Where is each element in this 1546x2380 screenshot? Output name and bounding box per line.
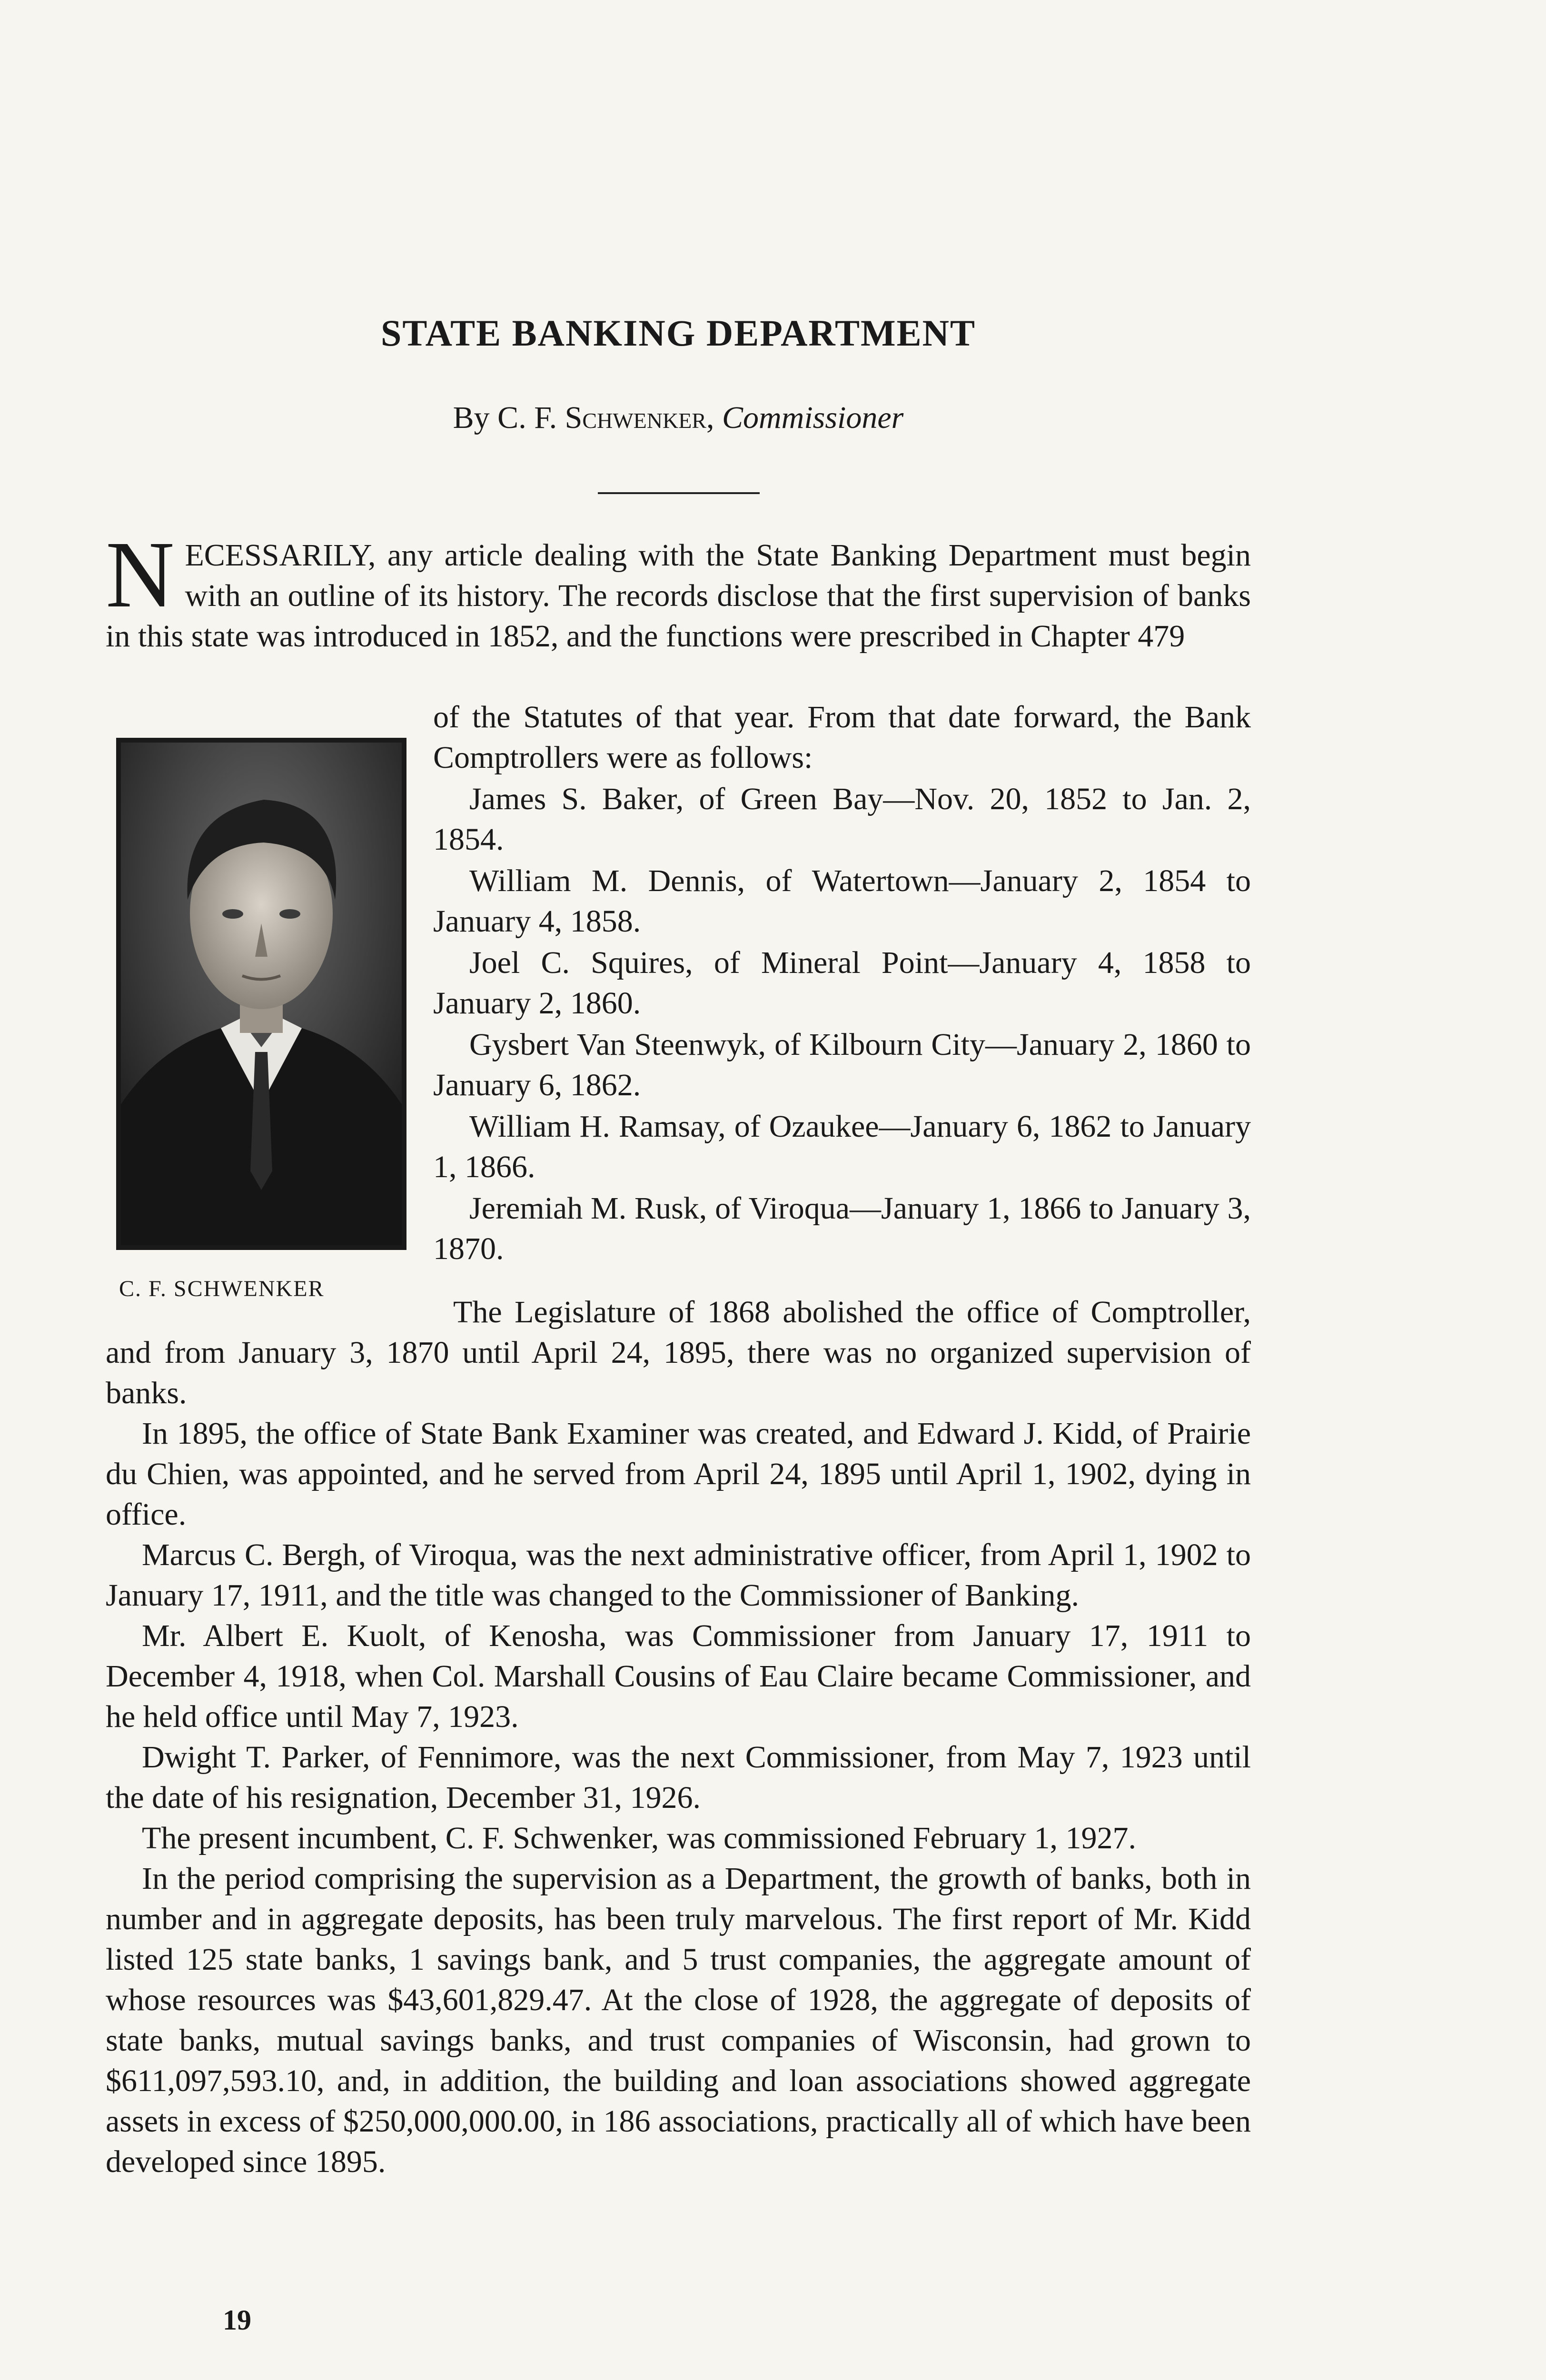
byline-role: Commissioner bbox=[722, 400, 904, 435]
paragraph: In the period comprising the supervision as a Department, the growth of banks, both in number and in aggregate deposits, has been truly marvelous. The first report of Mr. Kidd listed 125 state banks, 1 savings bank, and 5 trust companies, the aggregate amount of whose resources was $43,601,829.47. At the close of 1928, the aggregate of deposits of state banks, mutual savings banks, and trust companies of Wisconsin, had grown to $611,097,593.10, and, in addition, the building and loan associations showed aggregate assets in excess of $250,000,000.00, in 186 associations, practically all of which have been developed since 1895. bbox=[106, 1861, 1251, 2179]
paragraph: In 1895, the office of State Bank Examiner was created, and Edward J. Kidd, of Prairie du Chien, was appointed, and he served from April 24, 1895 until April 1, 1902, dying in office. bbox=[106, 1416, 1251, 1532]
intro-text: ECESSARILY, any article dealing with the State Banking Department must begin with an outline of its history. The records disclose that the first supervision of banks in this state was introduced in 1852, and the functions were prescribed in Chapter 479 bbox=[106, 538, 1251, 654]
byline-prefix: By C. F. bbox=[453, 400, 565, 435]
article-body bbox=[106, 1292, 1251, 2182]
article-byline bbox=[0, 400, 1357, 436]
list-item: Joel C. Squires, of Mineral Point—January 4, 1858 to January 2, 1860. bbox=[433, 945, 1251, 1021]
paragraph: The Legislature of 1868 abolished the office of Comptroller, and from January 3, 1870 until April 24, 1895, there was no organized supervision of banks. bbox=[106, 1295, 1251, 1410]
paragraph: Marcus C. Bergh, of Viroqua, was the next administrative officer, from April 1, 1902 to January 17, 1911, and the title was changed to the Commissioner of Banking. bbox=[106, 1537, 1251, 1613]
comptrollers-list bbox=[433, 697, 1251, 1270]
drop-cap: N bbox=[106, 522, 175, 627]
paragraph: Mr. Albert E. Kuolt, of Kenosha, was Commissioner from January 17, 1911 to December 4, 1918, when Col. Marshall Cousins of Eau Claire became Commissioner, and he held office until May 7, 1923. bbox=[106, 1618, 1251, 1734]
list-item: William M. Dennis, of Watertown—January 2, 1854 to January 4, 1858. bbox=[433, 863, 1251, 939]
list-item: William H. Ramsay, of Ozaukee—January 6, 1862 to January 1, 1866. bbox=[433, 1109, 1251, 1184]
portrait-photo bbox=[116, 738, 406, 1250]
intro-paragraph bbox=[106, 522, 1251, 656]
list-item: Gysbert Van Steenwyk, of Kilbourn City—January 2, 1860 to January 6, 1862. bbox=[433, 1027, 1251, 1102]
list-item: James S. Baker, of Green Bay—Nov. 20, 1852 to Jan. 2, 1854. bbox=[433, 782, 1251, 857]
byline-author: Schwenker bbox=[565, 400, 706, 435]
list-item: of the Statutes of that year. From that date forward, the Bank Comptrollers were as follows: bbox=[433, 700, 1251, 775]
byline-comma: , bbox=[706, 400, 722, 435]
list-item: Jeremiah M. Rusk, of Viroqua—January 1, 1866 to January 3, 1870. bbox=[433, 1191, 1251, 1266]
article-title: STATE BANKING DEPARTMENT bbox=[380, 312, 976, 354]
portrait-image bbox=[121, 743, 402, 1245]
paragraph: Dwight T. Parker, of Fennimore, was the next Commissioner, from May 7, 1923 until the date of his resignation, December 31, 1926. bbox=[106, 1740, 1251, 1815]
page-number: 19 bbox=[223, 2304, 251, 2336]
title-rule bbox=[598, 492, 760, 494]
photo-caption: C. F. SCHWENKER bbox=[119, 1276, 325, 1301]
paragraph: The present incumbent, C. F. Schwenker, was commissioned February 1, 1927. bbox=[142, 1821, 1137, 1855]
